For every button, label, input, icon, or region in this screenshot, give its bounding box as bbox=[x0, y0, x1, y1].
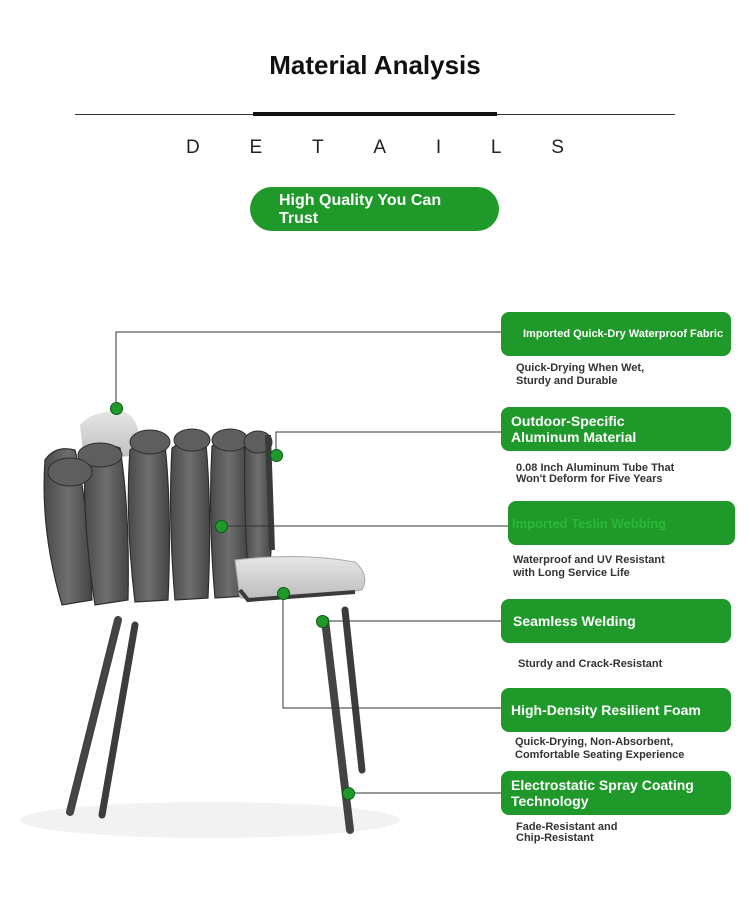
feature-description-coating: Fade-Resistant and Chip-Resistant bbox=[516, 821, 618, 844]
details-letter: D bbox=[186, 137, 200, 158]
hotspot-dot[interactable] bbox=[110, 402, 123, 415]
hotspot-dot[interactable] bbox=[215, 520, 228, 533]
feature-badge-coating: Electrostatic Spray Coating Technology bbox=[501, 771, 731, 815]
details-letter: A bbox=[373, 137, 387, 158]
chair-image bbox=[0, 300, 420, 860]
hotspot-dot[interactable] bbox=[277, 587, 290, 600]
hotspot-dot[interactable] bbox=[270, 449, 283, 462]
details-letter: E bbox=[249, 137, 263, 158]
feature-badge-fabric: Imported Quick-Dry Waterproof Fabric bbox=[501, 312, 731, 356]
title-underline bbox=[253, 112, 497, 116]
details-letter: S bbox=[551, 137, 564, 158]
feature-description-welding: Sturdy and Crack-Resistant bbox=[518, 658, 663, 670]
details-letter: T bbox=[311, 137, 324, 158]
feature-description-fabric: Quick-Drying When Wet, Sturdy and Durable bbox=[516, 362, 645, 387]
hotspot-dot[interactable] bbox=[316, 615, 329, 628]
feature-badge-aluminum: Outdoor-Specific Aluminum Material bbox=[501, 407, 731, 451]
details-heading bbox=[186, 137, 564, 159]
details-letter: I bbox=[435, 137, 442, 158]
feature-badge-welding: Seamless Welding bbox=[501, 599, 731, 643]
feature-badge-foam: High-Density Resilient Foam bbox=[501, 688, 731, 732]
feature-badge-webbing: Imported Teslin Webbing bbox=[508, 501, 735, 545]
details-letter: L bbox=[490, 137, 502, 158]
tagline-badge: High Quality You Can Trust bbox=[250, 187, 499, 231]
feature-description-aluminum: 0.08 Inch Aluminum Tube That Won't Deform for Five Years bbox=[516, 462, 675, 485]
page-title: Material Analysis bbox=[269, 50, 481, 80]
feature-description-foam: Quick-Drying, Non-Absorbent, Comfortable Seating Experience bbox=[515, 736, 685, 761]
hotspot-dot[interactable] bbox=[342, 787, 355, 800]
feature-description-webbing: Waterproof and UV Resistant with Long Service Life bbox=[513, 554, 665, 579]
